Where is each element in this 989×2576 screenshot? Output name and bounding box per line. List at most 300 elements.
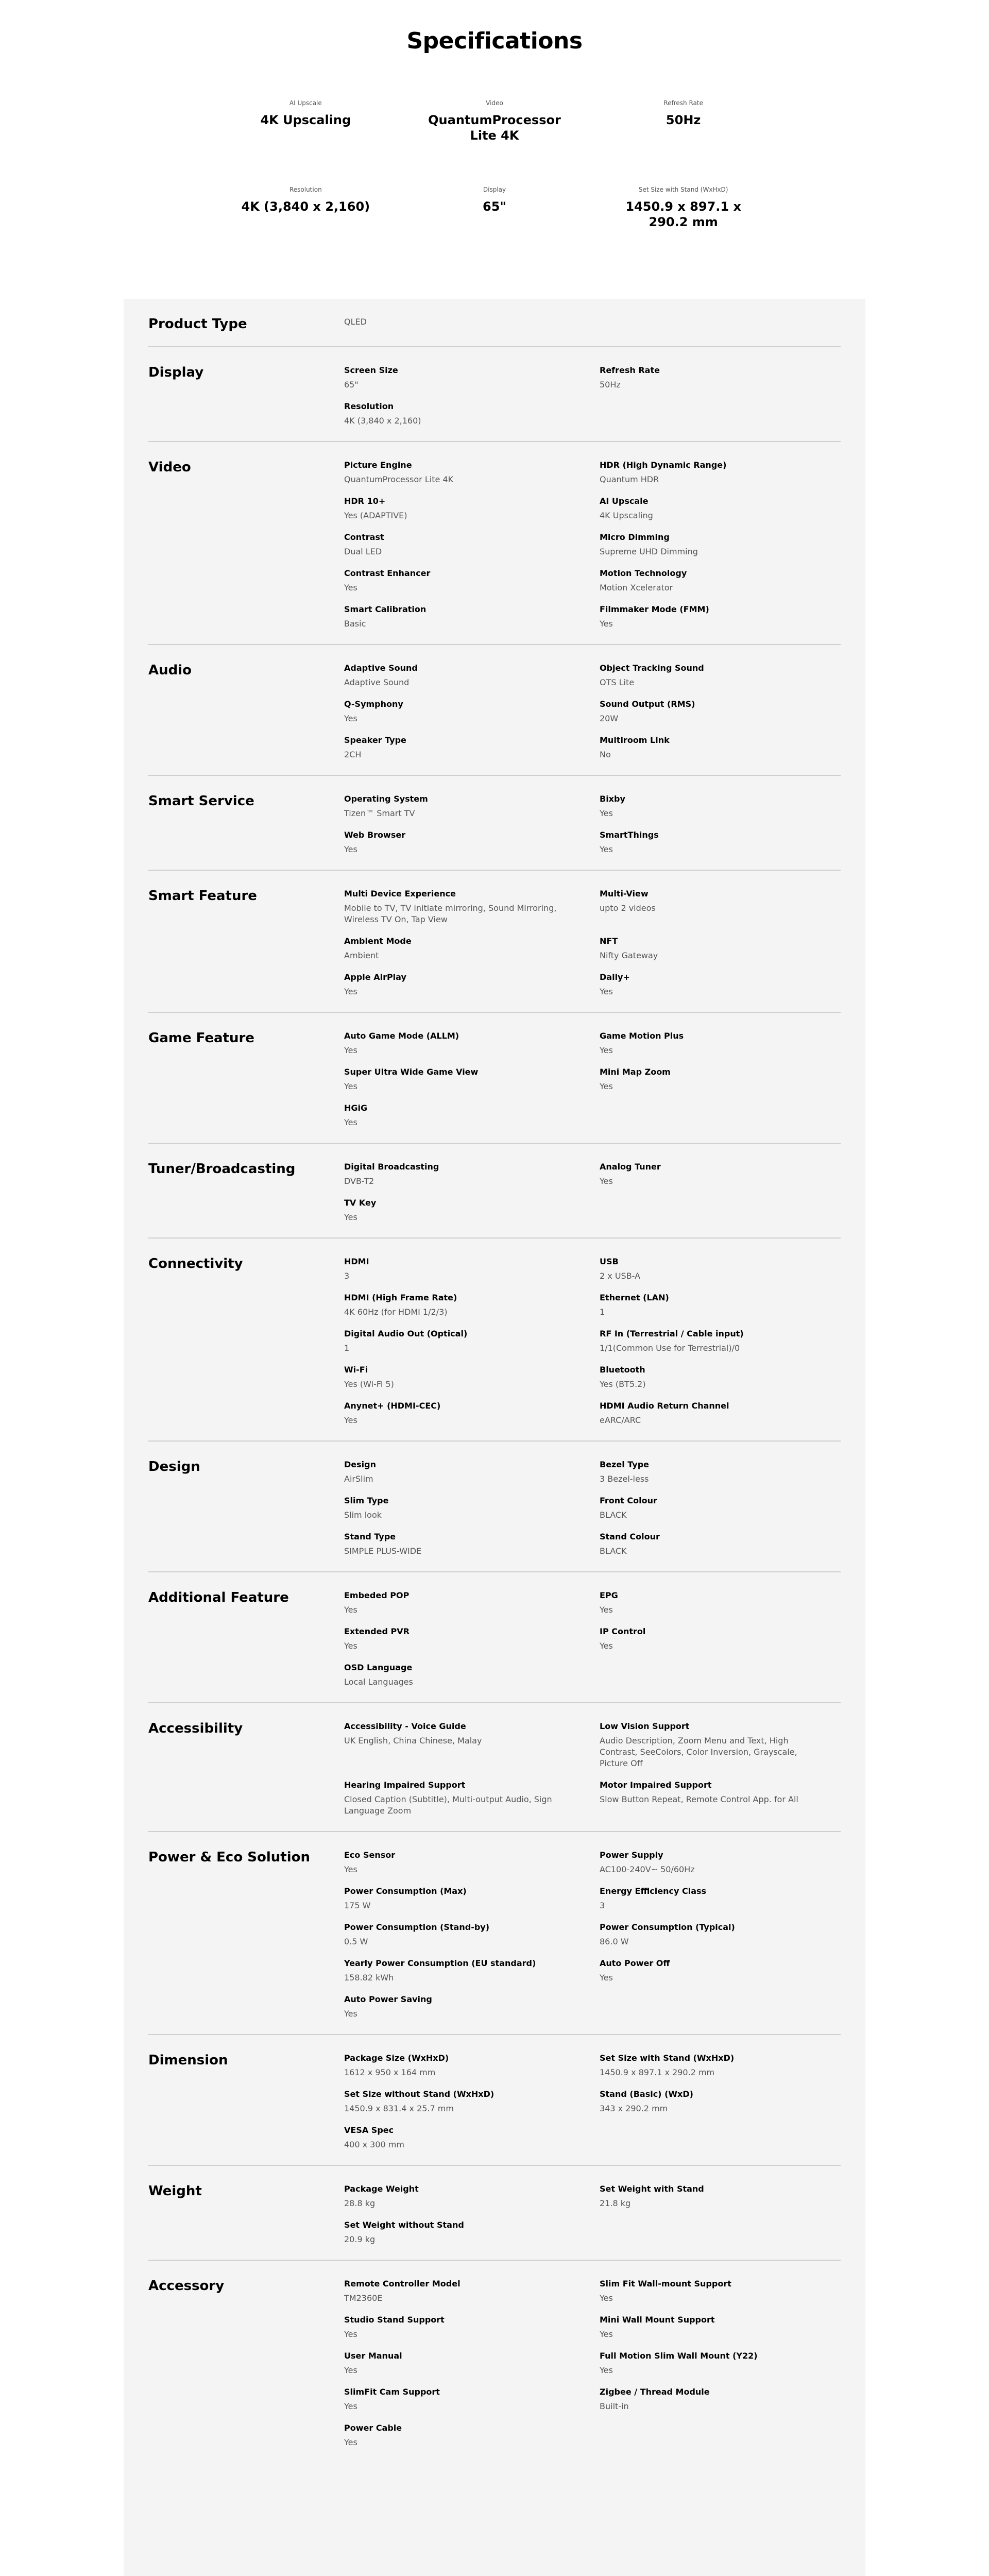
spec-label: SlimFit Cam Support [344,2387,440,2397]
spec-value: UK English, China Chinese, Malay [344,1736,482,1745]
spec-label: Energy Efficiency Class [600,1886,707,1896]
spec-label: HDR (High Dynamic Range) [600,460,727,470]
spec-item [344,888,600,925]
spec-label: Ethernet (LAN) [600,1293,669,1302]
spec-label: Auto Power Off [600,1958,670,1968]
spec-item [344,2125,600,2150]
spec-items [344,2278,841,2448]
spec-label: Remote Controller Model [344,2279,461,2289]
spec-value: 4K (3,840 x 2,160) [344,416,421,426]
spec-value: Closed Caption (Subtitle), Multi-output Audio, Sign Language Zoom [344,1794,552,1816]
spec-label: Operating System [344,794,428,804]
spec-label: HGiG [344,1103,368,1113]
spec-item [344,1662,600,1688]
spec-value: BLACK [600,1546,627,1556]
spec-label: VESA Spec [344,2125,394,2135]
spec-label: Refresh Rate [600,365,660,375]
spec-value: Audio Description, Zoom Menu and Text, High Contrast, SeeColors, Color Inversion, Grayscale, Picture Off [600,1736,797,1768]
spec-item [600,2089,816,2114]
spec-item [344,1721,600,1769]
spec-item [600,604,816,630]
spec-value: Yes [344,2401,357,2411]
spec-items [344,2053,841,2150]
spec-value: Yes (ADAPTIVE) [344,511,407,520]
key-spec-value: 50Hz [666,113,701,127]
key-spec-value: 4K (3,840 x 2,160) [241,199,370,214]
spec-value: Yes (BT5.2) [600,1379,646,1389]
spec-value: Adaptive Sound [344,677,410,687]
spec-item [344,2219,600,2245]
spec-value: Yes [600,1973,613,1982]
spec-section-title: Weight [148,2183,202,2199]
spec-value: 3 [344,1271,350,1281]
spec-section-title: Power & Eco Solution [148,1850,310,1865]
spec-label: Power Consumption (Max) [344,1886,467,1896]
spec-item [344,1400,600,1426]
spec-value: Yes [344,844,357,854]
spec-value: 86.0 W [600,1937,629,1946]
key-spec-label: Resolution [289,186,322,193]
spec-value: Slow Button Repeat, Remote Control App. for All [600,1794,798,1804]
spec-label: Full Motion Slim Wall Mount (Y22) [600,2351,758,2361]
spec-value: Yes [344,987,357,996]
spec-item [600,1256,816,1282]
spec-value: 20W [600,714,619,723]
spec-item [600,1495,816,1521]
spec-label: Low Vision Support [600,1721,690,1731]
spec-label: Set Size without Stand (WxHxD) [344,2089,494,2099]
spec-section-title: Tuner/Broadcasting [148,1161,296,1177]
spec-section-title: Accessory [148,2278,225,2294]
key-spec [211,99,400,143]
spec-value: 400 x 300 mm [344,2140,404,2149]
spec-item [344,1459,600,1485]
spec-section [148,442,841,645]
spec-value: Supreme UHD Dimming [600,547,698,556]
spec-value: Tizen™ Smart TV [344,808,415,818]
spec-item [344,699,600,724]
spec-section [148,1239,841,1442]
spec-value: Yes [600,1081,613,1091]
spec-section-title: Smart Service [148,793,254,809]
spec-item [344,496,600,521]
spec-label: Contrast Enhancer [344,568,431,578]
spec-label: Motor Impaired Support [600,1780,712,1790]
spec-value: 2 x USB-A [600,1271,641,1281]
spec-value: Dual LED [344,547,382,556]
spec-label: Ambient Mode [344,936,412,946]
spec-label: Super Ultra Wide Game View [344,1067,479,1077]
spec-section-title: Video [148,460,191,475]
spec-label: Object Tracking Sound [600,663,704,673]
spec-label: Set Weight without Stand [344,2220,464,2230]
spec-item [344,1197,600,1223]
spec-label: Set Size with Stand (WxHxD) [600,2053,735,2063]
spec-item [344,2314,600,2340]
spec-value: Yes [600,1641,613,1651]
spec-item [600,663,816,688]
spec-item [600,2053,816,2078]
spec-value: 3 Bezel-less [600,1474,649,1484]
spec-item [344,2386,600,2412]
spec-items [344,1256,841,1426]
spec-item [600,1066,816,1092]
spec-value: Yes [344,1641,357,1651]
spec-value: Yes [344,1605,357,1615]
spec-items [344,1590,841,1688]
key-spec [211,185,400,230]
spec-label: AI Upscale [600,496,649,506]
spec-section-title: Product Type [148,316,247,332]
spec-item [344,1780,600,1817]
key-spec-value: 65" [483,199,506,214]
spec-item [600,735,816,760]
spec-item [600,1922,816,1947]
spec-item [344,663,600,688]
spec-value: QLED [344,317,367,327]
spec-value: Yes [344,1865,357,1874]
spec-label: Web Browser [344,830,406,840]
spec-items [344,365,841,427]
spec-items [344,1030,841,1128]
spec-item [344,1161,600,1187]
spec-value: Slim look [344,1510,382,1520]
spec-label: HDMI Audio Return Channel [600,1401,729,1411]
spec-item [600,793,816,819]
key-spec [589,185,778,230]
spec-label: Analog Tuner [600,1162,661,1172]
spec-label: Filmmaker Mode (FMM) [600,604,709,614]
spec-item [600,496,816,521]
spec-label: Q-Symphony [344,699,403,709]
spec-item [344,316,600,332]
spec-label: Hearing Impaired Support [344,1780,466,1790]
spec-label: Game Motion Plus [600,1031,684,1041]
spec-label: Power Cable [344,2423,402,2433]
spec-label: Bixby [600,794,625,804]
spec-label: Bezel Type [600,1460,650,1469]
spec-value: 4K Upscaling [600,511,653,520]
spec-item [344,1922,600,1947]
spec-section-title: Display [148,365,204,380]
spec-item [600,1590,816,1616]
spec-label: Speaker Type [344,735,406,745]
spec-item [344,972,600,997]
spec-value: Yes [600,1045,613,1055]
spec-items [344,1850,841,2020]
spec-label: Stand Type [344,1532,396,1541]
spec-label: Package Weight [344,2184,419,2194]
spec-item [600,2386,816,2412]
spec-label: NFT [600,936,618,946]
spec-label: Mini Map Zoom [600,1067,671,1077]
spec-label: Multi-View [600,889,649,899]
spec-value: 1450.9 x 831.4 x 25.7 mm [344,2104,454,2113]
spec-label: Multi Device Experience [344,889,456,899]
spec-item [344,2422,600,2448]
spec-item [600,460,816,485]
spec-label: Resolution [344,401,394,411]
spec-value: 21.8 kg [600,2198,631,2208]
spec-item [600,1161,816,1187]
spec-value: Yes [344,2437,357,2447]
spec-label: Picture Engine [344,460,412,470]
spec-items [344,1459,841,1557]
spec-item [600,972,816,997]
spec-section-title: Additional Feature [148,1590,289,1605]
spec-value: BLACK [600,1510,627,1520]
spec-items [344,316,841,332]
spec-section [148,871,841,1013]
spec-value: DVB-T2 [344,1176,374,1186]
spec-label: Zigbee / Thread Module [600,2387,710,2397]
spec-value: Yes [600,844,613,854]
spec-item [344,604,600,630]
spec-value: Yes [344,714,357,723]
spec-item [600,829,816,855]
spec-value: 0.5 W [344,1937,368,1946]
spec-items [344,1721,841,1817]
spec-label: Extended PVR [344,1626,410,1636]
spec-value: Yes [344,2009,357,2019]
spec-item [344,793,600,819]
spec-value: Yes [600,1605,613,1615]
spec-section [148,1703,841,1832]
spec-item [344,1850,600,1875]
spec-value: QuantumProcessor Lite 4K [344,474,454,484]
key-spec-label: Video [486,99,503,107]
spec-section [148,776,841,871]
spec-item [344,1066,600,1092]
spec-value: OTS Lite [600,677,635,687]
spec-section [148,1442,841,1572]
spec-table [124,299,865,2576]
spec-value: Yes [344,1045,357,1055]
spec-value: 343 x 290.2 mm [600,2104,668,2113]
spec-section [148,645,841,776]
spec-value: Yes [600,2329,613,2339]
spec-value: AirSlim [344,1474,373,1484]
spec-section [148,2166,841,2261]
spec-item [600,1626,816,1652]
spec-section [148,1832,841,2035]
spec-value: 65" [344,380,359,389]
spec-value: Yes [600,2293,613,2303]
spec-value: Built-in [600,2401,629,2411]
spec-label: Adaptive Sound [344,663,418,673]
key-spec-label: AI Upscale [289,99,322,107]
spec-value: Mobile to TV, TV initiate mirroring, Sound Mirroring, Wireless TV On, Tap View [344,903,557,924]
spec-item [600,1958,816,1984]
spec-item [600,568,816,594]
key-spec-value: 1450.9 x 897.1 x 290.2 mm [625,199,741,229]
spec-item [344,735,600,760]
spec-value: Yes [344,1117,357,1127]
spec-item [600,2183,816,2209]
spec-label: Power Consumption (Stand-by) [344,1922,490,1932]
spec-value: Yes [344,2365,357,2375]
spec-label: Bluetooth [600,1365,645,1375]
spec-item [600,1531,816,1557]
spec-label: Stand Colour [600,1532,660,1541]
spec-item [600,1328,816,1354]
spec-value: 158.82 kWh [344,1973,394,1982]
spec-label: Contrast [344,532,384,542]
spec-items [344,888,841,997]
spec-value: upto 2 videos [600,903,656,913]
spec-value: 3 [600,1901,605,1910]
spec-item [600,1886,816,1911]
spec-item [600,532,816,557]
spec-label: Multiroom Link [600,735,670,745]
key-specs-summary [211,99,778,230]
spec-value: AC100-240V~ 50/60Hz [600,1865,695,1874]
spec-label: Stand (Basic) (WxD) [600,2089,693,2099]
spec-label: HDR 10+ [344,496,386,506]
spec-label: Power Supply [600,1850,663,1860]
spec-item [344,365,600,391]
spec-item [344,2350,600,2376]
key-spec-value: 4K Upscaling [260,113,351,127]
spec-item [344,1590,600,1616]
spec-value: 2CH [344,750,362,759]
spec-label: Eco Sensor [344,1850,396,1860]
spec-label: SmartThings [600,830,659,840]
spec-label: Design [344,1460,376,1469]
spec-value: 1612 x 950 x 164 mm [344,2067,436,2077]
spec-items [344,460,841,630]
spec-value: Yes [344,1212,357,1222]
spec-label: Package Size (WxHxD) [344,2053,449,2063]
spec-label: Set Weight with Stand [600,2184,704,2194]
spec-section-title: Accessibility [148,1721,243,1736]
spec-label: Micro Dimming [600,532,670,542]
spec-value: Yes [600,2365,613,2375]
spec-section [148,1144,841,1239]
spec-section-title: Smart Feature [148,888,257,904]
spec-item [344,2089,600,2114]
key-spec [589,99,778,143]
spec-section [148,2035,841,2166]
key-spec [400,99,589,143]
spec-value: Yes (Wi-Fi 5) [344,1379,394,1389]
spec-value: Yes [344,1415,357,1425]
spec-item [344,1531,600,1557]
spec-section-title: Game Feature [148,1030,254,1046]
spec-value: 4K 60Hz (for HDMI 1/2/3) [344,1307,448,1317]
spec-section [148,347,841,442]
spec-item [600,2278,816,2304]
spec-label: Yearly Power Consumption (EU standard) [344,1958,536,1968]
spec-item [344,568,600,594]
page-title: Specifications [406,28,583,54]
spec-label: Front Colour [600,1496,657,1505]
spec-item [344,1256,600,1282]
spec-value: 1450.9 x 897.1 x 290.2 mm [600,2067,715,2077]
spec-item [600,1459,816,1485]
spec-label: USB [600,1257,619,1266]
spec-item [600,2314,816,2340]
spec-item [600,1292,816,1318]
spec-item [344,401,600,427]
spec-value: 1/1(Common Use for Terrestrial)/0 [600,1343,740,1353]
spec-value: 28.8 kg [344,2198,376,2208]
spec-label: HDMI [344,1257,369,1266]
spec-label: User Manual [344,2351,402,2361]
spec-items [344,1161,841,1223]
spec-value: Yes [344,1081,357,1091]
key-spec-label: Set Size with Stand (WxHxD) [638,186,728,193]
spec-value: Motion Xcelerator [600,583,673,592]
spec-value: Nifty Gateway [600,951,658,960]
spec-items [344,2183,841,2245]
spec-label: Accessibility - Voice Guide [344,1721,466,1731]
spec-label: Slim Type [344,1496,389,1505]
spec-item [344,532,600,557]
key-spec-value: QuantumProcessor Lite 4K [428,113,561,143]
spec-value: Yes [600,1176,613,1186]
spec-items [344,663,841,760]
spec-section-title: Design [148,1459,200,1475]
spec-label: Digital Audio Out (Optical) [344,1329,468,1338]
spec-item [344,1030,600,1056]
spec-label: HDMI (High Frame Rate) [344,1293,457,1302]
spec-label: Auto Power Saving [344,1994,432,2004]
spec-item [344,1626,600,1652]
spec-value: Yes [344,2329,357,2339]
spec-label: Mini Wall Mount Support [600,2315,715,2325]
spec-item [344,1994,600,2020]
spec-value: 175 W [344,1901,371,1910]
spec-label: Screen Size [344,365,398,375]
spec-value: Yes [600,808,613,818]
spec-label: Slim Fit Wall-mount Support [600,2279,731,2289]
spec-item [600,888,816,925]
spec-value: SIMPLE PLUS-WIDE [344,1546,422,1556]
spec-label: IP Control [600,1626,646,1636]
spec-value: Basic [344,619,366,629]
spec-item [344,2183,600,2209]
spec-label: Apple AirPlay [344,972,406,982]
spec-label: RF In (Terrestrial / Cable input) [600,1329,744,1338]
key-spec-label: Display [483,186,506,193]
spec-section-title: Dimension [148,2053,228,2068]
spec-item [344,2278,600,2304]
spec-item [600,936,816,961]
spec-item [600,699,816,724]
spec-item [600,1850,816,1875]
spec-item [600,1400,816,1426]
spec-section [148,1572,841,1703]
spec-section-title: Audio [148,663,192,678]
spec-label: Power Consumption (Typical) [600,1922,735,1932]
spec-label: Auto Game Mode (ALLM) [344,1031,459,1041]
spec-label: Motion Technology [600,568,687,578]
spec-label: Daily+ [600,972,630,982]
spec-item [344,1495,600,1521]
spec-item [344,1886,600,1911]
spec-item [344,460,600,485]
key-spec [400,185,589,230]
spec-item [600,365,816,391]
spec-label: Anynet+ (HDMI-CEC) [344,1401,441,1411]
spec-value: TM2360E [344,2293,383,2303]
spec-value: Yes [600,619,613,629]
spec-item [600,1721,816,1769]
spec-value: eARC/ARC [600,1415,641,1425]
spec-label: Studio Stand Support [344,2315,445,2325]
spec-label: Wi-Fi [344,1365,368,1375]
